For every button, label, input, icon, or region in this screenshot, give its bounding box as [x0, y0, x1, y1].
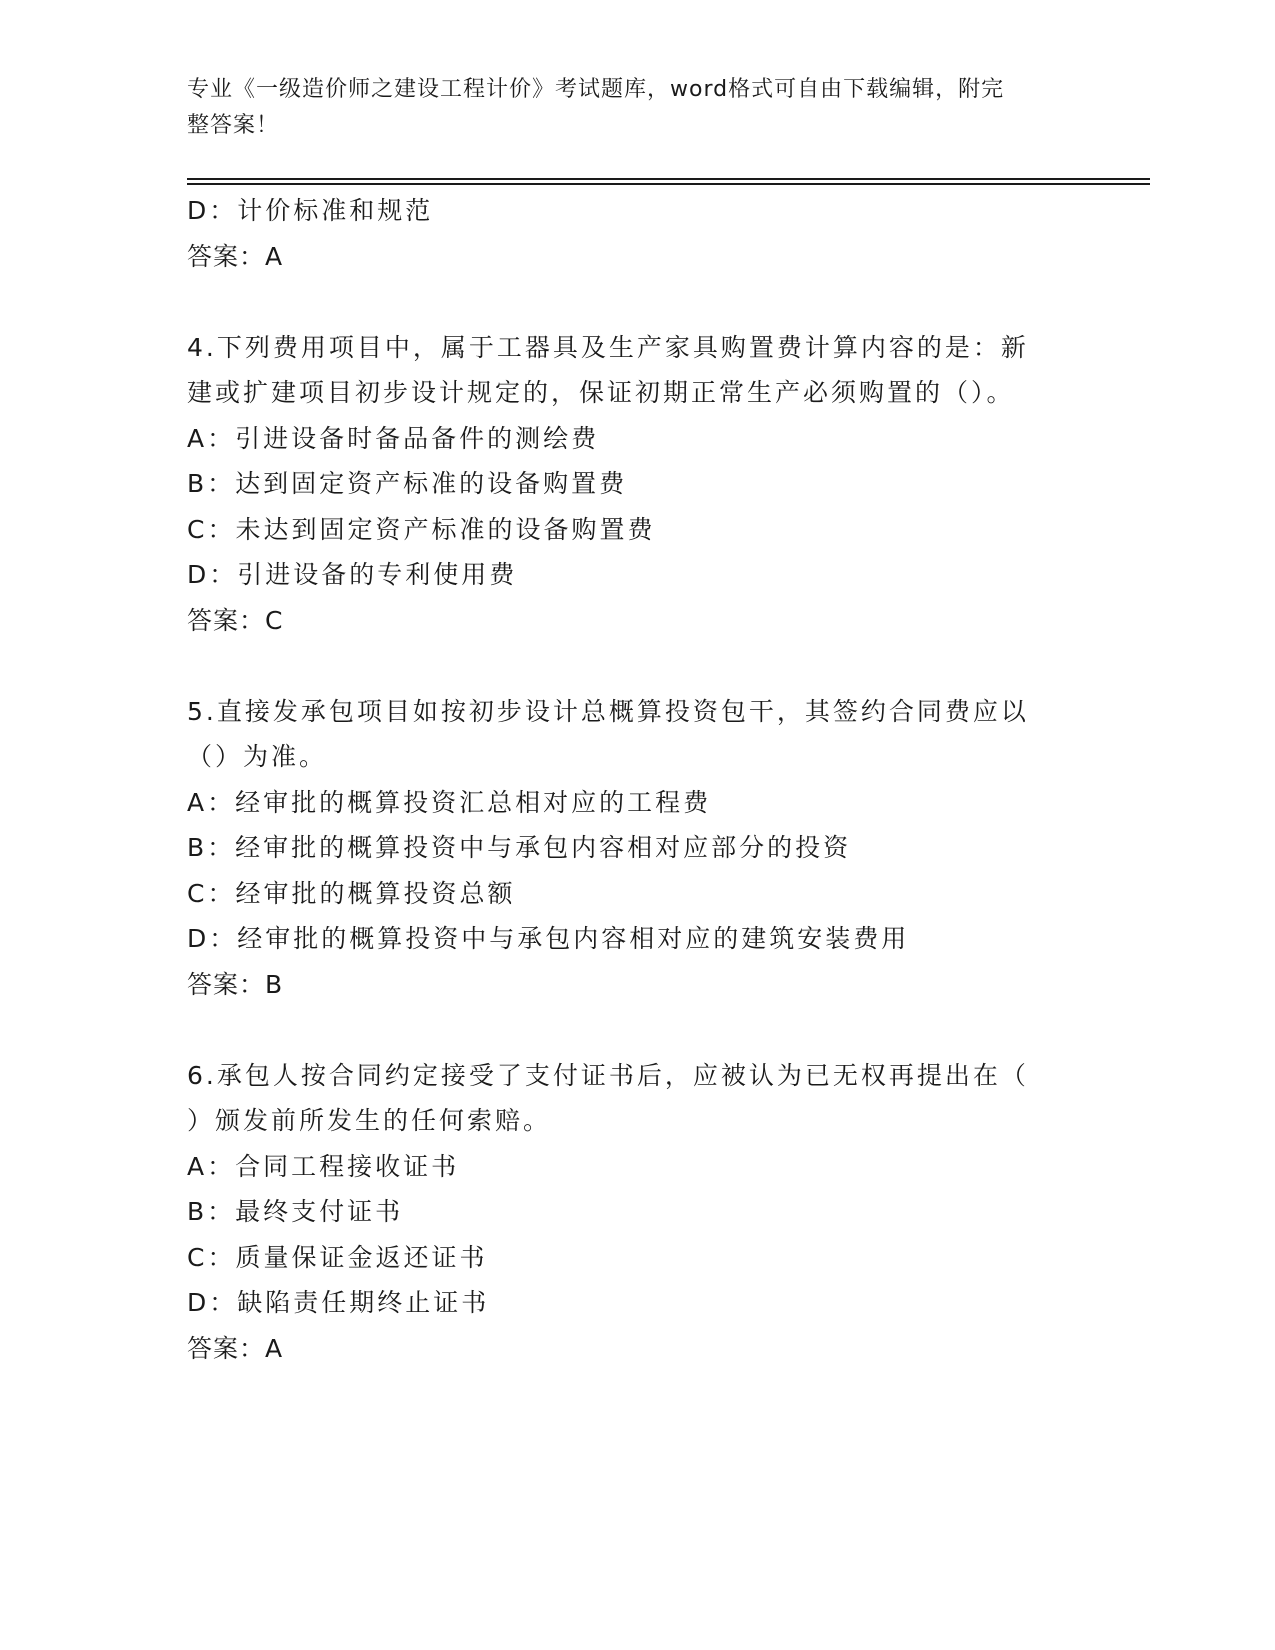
document-header — [187, 72, 1067, 144]
option-c: C：经审批的概算投资总额 — [187, 878, 516, 908]
option-b: B：达到固定资产标准的设备购置费 — [187, 469, 628, 498]
question-list — [187, 188, 1087, 1371]
answer: 答案：B — [187, 969, 284, 999]
question-stem-line: 6.承包人按合同约定接受了支付证书后，应被认为已无权再提出在（ — [187, 1060, 1029, 1090]
option-d: D：引进设备的专利使用费 — [187, 560, 518, 589]
answer: 答案：A — [187, 1333, 284, 1363]
option-d: D：缺陷责任期终止证书 — [187, 1288, 490, 1317]
option-b: B：经审批的概算投资中与承包内容相对应部分的投资 — [187, 833, 852, 862]
header-line-2: 整答案！ — [187, 113, 280, 138]
option-a: A：经审批的概算投资汇总相对应的工程费 — [187, 787, 712, 817]
prev-option-d: D：计价标准和规范 — [187, 196, 434, 225]
question-stem-line: （）为准。 — [187, 742, 328, 771]
header-line-1: 专业《一级造价师之建设工程计价》考试题库，word格式可自由下载编辑，附完 — [187, 77, 1005, 102]
prev-answer: 答案：A — [187, 241, 284, 271]
header-divider-bottom — [187, 183, 1150, 185]
option-c: C：未达到固定资产标准的设备购置费 — [187, 514, 656, 544]
header-divider-top — [187, 178, 1150, 180]
question-stem-line: 建或扩建项目初步设计规定的，保证初期正常生产必须购置的（）。 — [187, 378, 1015, 407]
option-c: C：质量保证金返还证书 — [187, 1242, 488, 1272]
question-4 — [187, 325, 1087, 644]
question-stem-line: 4.下列费用项目中，属于工器具及生产家具购置费计算内容的是：新 — [187, 332, 1029, 362]
question-5 — [187, 689, 1087, 1008]
option-b: B：最终支付证书 — [187, 1197, 404, 1226]
option-a: A：引进设备时备品备件的测绘费 — [187, 423, 600, 453]
option-a: A：合同工程接收证书 — [187, 1151, 460, 1181]
option-d: D：经审批的概算投资中与承包内容相对应的建筑安装费用 — [187, 924, 910, 953]
answer: 答案：C — [187, 605, 284, 635]
question-stem-line: ）颁发前所发生的任何索赔。 — [187, 1106, 552, 1135]
question-6 — [187, 1053, 1087, 1372]
question-stem-line: 5.直接发承包项目如按初步设计总概算投资包干，其签约合同费应以 — [187, 696, 1029, 726]
